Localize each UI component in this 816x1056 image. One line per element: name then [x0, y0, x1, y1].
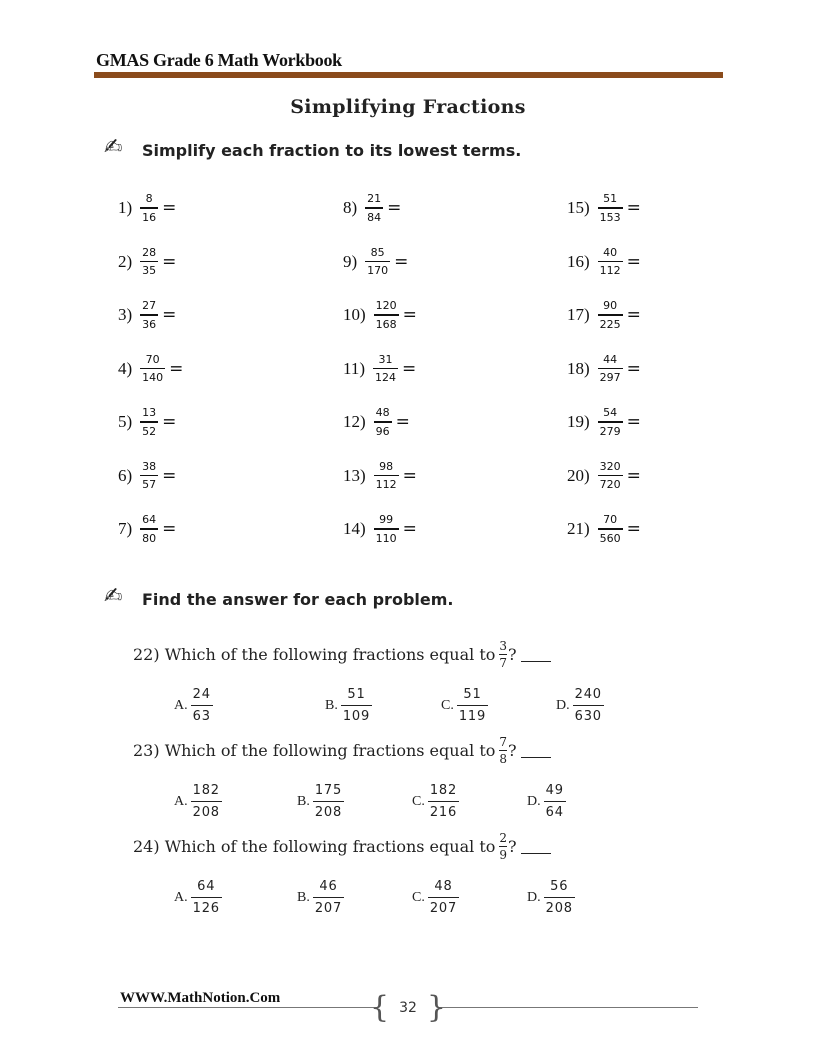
numerator: 13: [142, 406, 157, 420]
pencil-icon: ✍: [104, 135, 123, 160]
problem-number: 9): [343, 251, 358, 271]
numerator: 64: [197, 879, 216, 894]
target-fraction: [499, 832, 507, 861]
denominator: 36: [142, 317, 157, 331]
problem-item: [343, 349, 416, 389]
question-mark: ?: [508, 837, 517, 856]
denominator: 208: [314, 805, 343, 821]
problem-item: [118, 456, 176, 496]
target-fraction: [499, 736, 507, 765]
answer-option[interactable]: [441, 688, 488, 723]
numerator: 120: [375, 299, 397, 313]
equals-sign: =: [162, 412, 177, 432]
option-fraction: [191, 784, 222, 819]
equals-sign: =: [162, 305, 177, 325]
numerator: 7: [499, 735, 508, 749]
numerator: 28: [142, 245, 157, 259]
numerator: 54: [603, 406, 618, 420]
numerator: 99: [379, 513, 394, 527]
numerator: 46: [319, 879, 338, 894]
denominator: 153: [599, 210, 621, 224]
problem-number: 2): [118, 251, 133, 271]
problem-number: 17): [567, 305, 590, 324]
denominator: 35: [142, 264, 157, 278]
fraction: [374, 461, 399, 491]
numerator: 320: [599, 459, 621, 473]
option-fraction: [341, 688, 372, 723]
equals-sign: =: [626, 465, 641, 486]
equals-sign: =: [402, 305, 417, 325]
answer-option[interactable]: [174, 784, 222, 819]
option-fraction: [544, 784, 566, 819]
denominator: 80: [142, 531, 157, 545]
answer-option[interactable]: [412, 880, 459, 915]
numerator: 90: [603, 299, 618, 313]
problem-item: [118, 188, 176, 228]
denominator: 140: [142, 371, 164, 385]
option-letter: D.: [527, 793, 541, 809]
denominator: 112: [375, 478, 397, 492]
equals-sign: =: [402, 519, 417, 539]
problem-number: 20): [567, 465, 590, 485]
fraction: [598, 354, 623, 384]
option-letter: A.: [174, 889, 188, 905]
equals-sign: =: [626, 358, 641, 379]
numerator: 48: [434, 879, 453, 894]
problem-number: 1): [118, 198, 133, 217]
denominator: 110: [375, 531, 397, 545]
denominator: 119: [458, 709, 487, 725]
fraction: [140, 193, 158, 223]
denominator: 216: [429, 805, 458, 821]
problem-item: [567, 349, 641, 389]
numerator: 51: [603, 192, 618, 206]
numerator: 44: [603, 352, 618, 366]
fraction: [140, 514, 158, 544]
problem-item: [118, 242, 176, 282]
option-letter: B.: [325, 697, 338, 713]
numerator: 85: [370, 245, 385, 259]
problem-number: 11): [343, 358, 366, 378]
fraction: [140, 461, 158, 491]
numerator: 27: [142, 299, 157, 313]
problem-item: [567, 242, 641, 282]
option-fraction: [544, 880, 575, 915]
footer-website: WWW.MathNotion.Com: [120, 990, 281, 1006]
fraction: [374, 407, 392, 437]
numerator: 38: [142, 459, 157, 473]
pencil-icon: ✍: [104, 584, 123, 609]
numerator: 31: [378, 352, 393, 366]
answer-option[interactable]: [556, 688, 604, 723]
problem-item: [343, 295, 417, 335]
denominator: 96: [375, 424, 390, 438]
option-fraction: [457, 688, 488, 723]
numerator: 40: [603, 245, 618, 259]
denominator: 112: [599, 264, 621, 278]
problem-item: [118, 509, 176, 549]
header-divider: [94, 72, 723, 78]
numerator: 2: [499, 831, 508, 845]
denominator: 9: [499, 848, 508, 862]
denominator: 109: [342, 709, 371, 725]
problem-item: [567, 295, 641, 335]
option-fraction: [191, 688, 213, 723]
problem-number: 12): [343, 412, 366, 431]
fraction: [374, 514, 399, 544]
denominator: 124: [375, 371, 397, 385]
section1-instruction: Simplify each fraction to its lowest terms.: [142, 141, 522, 160]
problem-number: 18): [567, 358, 590, 378]
numerator: 98: [379, 459, 394, 473]
numerator: 8: [145, 192, 153, 206]
answer-blank[interactable]: [521, 647, 551, 662]
denominator: 168: [375, 317, 397, 331]
fraction: [598, 247, 623, 277]
answer-option[interactable]: [412, 784, 459, 819]
question-text: [133, 832, 551, 861]
problem-item: [118, 402, 176, 442]
problem-item: [343, 402, 410, 442]
option-fraction: [428, 784, 459, 819]
numerator: 24: [192, 687, 211, 702]
option-fraction: [573, 688, 604, 723]
option-letter: C.: [412, 793, 425, 809]
equals-sign: =: [169, 358, 184, 379]
option-letter: B.: [297, 793, 310, 809]
equals-sign: =: [626, 198, 641, 218]
numerator: 70: [145, 352, 160, 366]
fraction: [374, 300, 399, 330]
answer-option[interactable]: [527, 784, 566, 819]
denominator: 208: [545, 901, 573, 917]
denominator: 279: [599, 424, 621, 438]
question-mark: ?: [508, 645, 517, 664]
problem-number: 7): [118, 519, 133, 538]
numerator: 3: [499, 639, 508, 653]
numerator: 21: [367, 192, 382, 206]
equals-sign: =: [162, 198, 177, 218]
answer-option[interactable]: [297, 784, 344, 819]
denominator: 208: [192, 805, 220, 821]
equals-sign: =: [626, 251, 641, 272]
fraction: [598, 514, 623, 544]
problem-item: [567, 509, 641, 549]
problem-item: [567, 456, 641, 496]
right-bracket-icon: }: [426, 990, 447, 1025]
option-fraction: [313, 784, 344, 819]
denominator: 225: [599, 317, 621, 331]
numerator: 51: [347, 687, 366, 702]
denominator: 170: [367, 264, 389, 278]
denominator: 560: [599, 531, 621, 545]
answer-blank[interactable]: [521, 839, 551, 854]
fraction: [598, 407, 623, 437]
equals-sign: =: [394, 251, 409, 272]
problem-number: 3): [118, 305, 133, 324]
fraction: [598, 461, 623, 491]
problem-item: [343, 509, 417, 549]
problem-item: [567, 402, 641, 442]
denominator: 630: [574, 709, 602, 725]
equals-sign: =: [395, 412, 410, 432]
option-fraction: [191, 880, 222, 915]
equals-sign: =: [626, 519, 641, 539]
question-prompt: 24) Which of the following fractions equal to: [133, 837, 496, 856]
page-number: 32: [399, 1000, 417, 1016]
option-letter: D.: [556, 697, 570, 713]
answer-option[interactable]: [297, 880, 344, 915]
equals-sign: =: [162, 251, 177, 272]
numerator: 240: [574, 687, 602, 702]
fraction: [140, 247, 158, 277]
equals-sign: =: [402, 358, 417, 379]
numerator: 182: [429, 783, 458, 798]
numerator: 49: [545, 783, 564, 798]
problem-item: [118, 349, 183, 389]
problem-number: 10): [343, 305, 366, 324]
answer-blank[interactable]: [521, 743, 551, 758]
fraction: [140, 407, 158, 437]
problem-number: 15): [567, 198, 590, 217]
equals-sign: =: [402, 465, 417, 486]
problem-number: 19): [567, 412, 590, 431]
problem-item: [118, 295, 176, 335]
problem-number: 14): [343, 519, 366, 538]
section2-instruction: Find the answer for each problem.: [142, 590, 454, 609]
problem-number: 16): [567, 251, 590, 271]
denominator: 52: [142, 424, 157, 438]
problem-number: 5): [118, 412, 133, 431]
denominator: 126: [192, 901, 220, 917]
option-letter: C.: [412, 889, 425, 905]
left-bracket-icon: {: [370, 990, 390, 1025]
denominator: 7: [499, 656, 508, 670]
numerator: 182: [192, 783, 220, 798]
denominator: 63: [192, 709, 211, 725]
option-letter: D.: [527, 889, 541, 905]
denominator: 297: [599, 371, 621, 385]
answer-option[interactable]: [527, 880, 575, 915]
question-mark: ?: [508, 741, 517, 760]
fraction: [365, 193, 383, 223]
problem-number: 21): [567, 519, 590, 538]
numerator: 51: [463, 687, 482, 702]
equals-sign: =: [162, 465, 177, 486]
denominator: 64: [545, 805, 564, 821]
problem-number: 6): [118, 465, 133, 485]
answer-option[interactable]: [325, 688, 372, 723]
numerator: 48: [375, 406, 390, 420]
problem-number: 13): [343, 465, 366, 485]
problem-item: [343, 188, 401, 228]
fraction: [373, 354, 398, 384]
page-number-box: [370, 990, 447, 1025]
numerator: 175: [314, 783, 343, 798]
problem-item: [343, 456, 417, 496]
option-letter: C.: [441, 697, 454, 713]
page-title: Simplifying Fractions: [290, 96, 526, 118]
answer-option[interactable]: [174, 688, 213, 723]
fraction: [140, 354, 165, 384]
denominator: 207: [314, 901, 343, 917]
option-letter: B.: [297, 889, 310, 905]
problem-item: [343, 242, 408, 282]
denominator: 16: [142, 210, 157, 224]
numerator: 70: [603, 513, 618, 527]
denominator: 57: [142, 478, 157, 492]
equals-sign: =: [626, 412, 641, 432]
fraction: [598, 193, 623, 223]
question-text: [133, 640, 551, 669]
fraction: [365, 247, 390, 277]
equals-sign: =: [626, 305, 641, 325]
option-letter: A.: [174, 793, 188, 809]
answer-option[interactable]: [174, 880, 222, 915]
numerator: 56: [550, 879, 569, 894]
numerator: 64: [142, 513, 157, 527]
problem-number: 8): [343, 198, 358, 217]
equals-sign: =: [162, 519, 177, 539]
denominator: 207: [429, 901, 458, 917]
option-letter: A.: [174, 697, 188, 713]
fraction: [140, 300, 158, 330]
option-fraction: [313, 880, 344, 915]
question-prompt: 23) Which of the following fractions equal to: [133, 741, 496, 760]
workbook-title: GMAS Grade 6 Math Workbook: [96, 50, 342, 70]
problem-item: [567, 188, 641, 228]
question-prompt: 22) Which of the following fractions equal to: [133, 645, 496, 664]
fraction: [598, 300, 623, 330]
problem-number: 4): [118, 358, 133, 378]
denominator: 84: [367, 210, 382, 224]
denominator: 720: [599, 478, 621, 492]
equals-sign: =: [387, 198, 402, 218]
denominator: 8: [499, 752, 508, 766]
question-text: [133, 736, 551, 765]
target-fraction: [499, 640, 507, 669]
option-fraction: [428, 880, 459, 915]
